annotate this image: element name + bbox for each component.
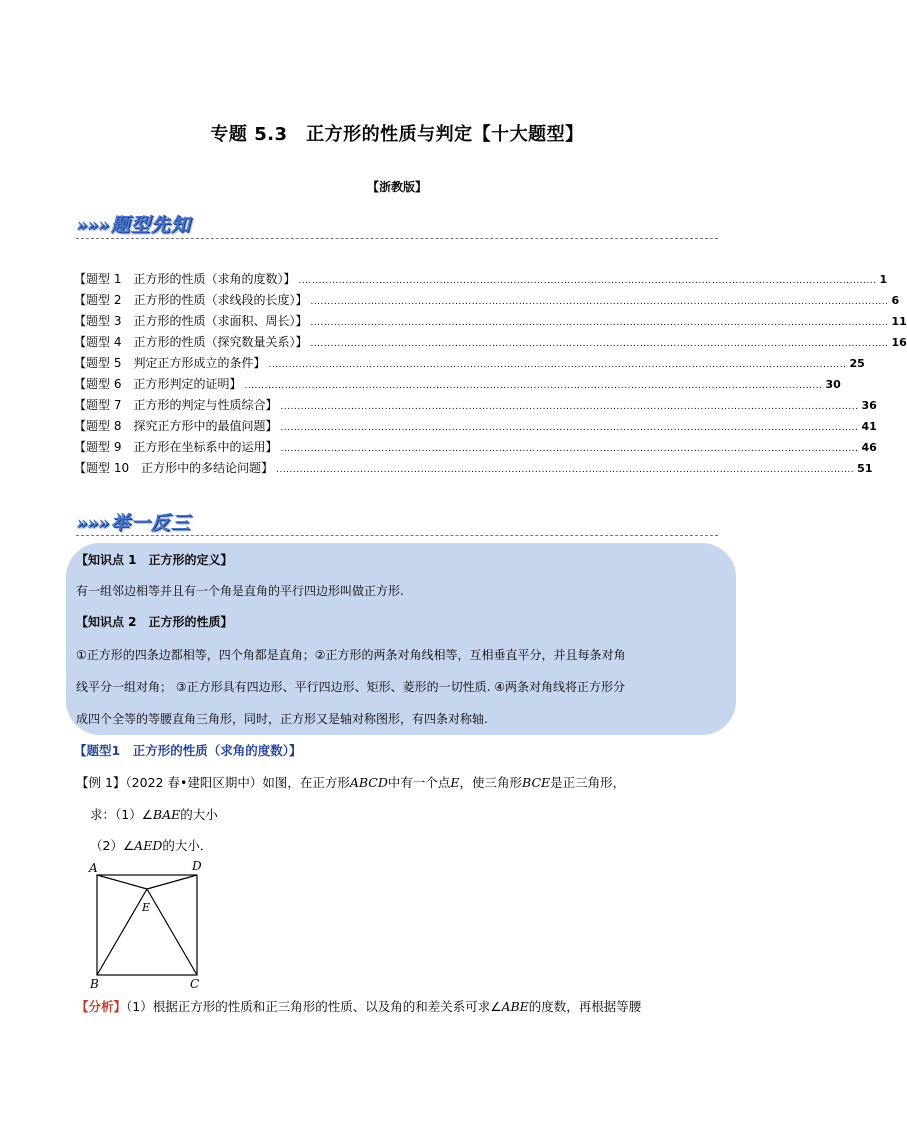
square-figure — [84, 856, 214, 992]
question-2 — [90, 838, 212, 854]
label-a: A — [89, 861, 98, 875]
toc-leader: ............................................................................................................................................................................ — [310, 339, 889, 349]
toc-item[interactable] — [74, 375, 841, 396]
toc-item-label: 【题型 6 正方形判定的证明】 — [74, 377, 242, 391]
toc-item-page: 51 — [857, 462, 873, 475]
label-e: E — [142, 901, 151, 914]
toc-leader: ............................................................................................................................................................................ — [280, 402, 859, 412]
toc-item-label: 【题型 1 正方形的性质（求角的度数）】 — [74, 272, 296, 286]
banner-arrows-icon: »»» — [76, 214, 109, 236]
knowledge-point-2-title: 【知识点 2 正方形的性质】 — [76, 615, 233, 629]
toc-item[interactable] — [74, 270, 888, 291]
edition-label: 【浙教版】 — [366, 180, 427, 194]
text-fragment: 【例 1】（2022 春•建阳区期中）如图，在正方形 — [76, 775, 350, 790]
toc-leader: ............................................................................................................................................................................ — [280, 444, 859, 454]
segment-ce — [147, 889, 197, 975]
toc-item-label: 【题型 5 判定正方形成立的条件】 — [74, 356, 266, 370]
banner-arrows-icon: »»» — [76, 512, 109, 534]
text-fragment: 的度数，再根据等腰 — [528, 999, 642, 1014]
knowledge-point-2-line: 成四个全等的等腰直角三角形，同时，正方形又是轴对称图形，有四条对称轴. — [76, 712, 488, 726]
text-fragment: 求：（1）∠ — [90, 807, 153, 822]
text-fragment: 中有一个点 — [387, 775, 451, 790]
section-heading: 【题型1 正方形的性质（求角的度数）】 — [74, 743, 302, 758]
text-fragment: 的大小． — [162, 838, 213, 853]
toc-item[interactable] — [74, 438, 877, 459]
knowledge-point-2-line: ①正方形的四条边都相等，四个角都是直角；②正方形的两条对角线相等，互相垂直平分，并且每条对角 — [76, 648, 626, 662]
text-fragment: （1）根据正方形的性质和正三角形的性质、以及角的和差关系可求∠ — [126, 999, 502, 1014]
toc-item-page: 30 — [825, 378, 841, 391]
toc-item-page: 41 — [861, 420, 877, 433]
segment-ae — [97, 875, 147, 889]
segment-be — [97, 889, 147, 975]
toc-item[interactable] — [74, 354, 865, 375]
knowledge-point-2-line: 线平分一组对角； ③正方形具有四边形、平行四边形、矩形、菱形的一切性质. ④两条对角线将正方形分 — [76, 680, 625, 694]
toc-item[interactable] — [74, 291, 900, 312]
toc-item[interactable] — [74, 417, 877, 438]
analysis-text — [76, 997, 736, 1015]
toc-item[interactable] — [74, 459, 873, 480]
toc-item-page: 36 — [861, 399, 877, 412]
label-b: B — [90, 977, 99, 991]
toc-item-label: 【题型 4 正方形的性质（探究数量关系）】 — [74, 335, 308, 349]
example-1-statement — [76, 775, 625, 791]
toc-leader: ............................................................................................................................................................................ — [310, 318, 889, 328]
toc-leader: ............................................................................................................................................................................ — [268, 360, 847, 370]
toc-item[interactable] — [74, 312, 907, 333]
toc-item-page: 1 — [879, 273, 888, 286]
toc-item-label: 【题型 8 探究正方形中的最值问题】 — [74, 419, 278, 433]
knowledge-box — [66, 543, 736, 735]
math-var: BCE — [522, 775, 551, 790]
banner-label: 举一反三 — [110, 512, 191, 534]
page-title: 专题 5.3 正方形的性质与判定【十大题型】 — [210, 124, 584, 145]
section-banner-preview — [76, 210, 191, 237]
section-banner-practice — [76, 508, 191, 535]
toc-leader: ............................................................................................................................................................................ — [298, 276, 877, 286]
math-var: ABCD — [349, 775, 388, 790]
toc-item[interactable] — [74, 333, 907, 354]
toc-item-label: 【题型 2 正方形的性质（求线段的长度）】 — [74, 293, 308, 307]
label-d: D — [192, 859, 202, 873]
toc-item-page: 6 — [891, 294, 900, 307]
toc-item-page: 46 — [861, 441, 877, 454]
table-of-contents — [74, 270, 907, 480]
divider — [76, 535, 718, 536]
toc-item-label: 【题型 3 正方形的性质（求面积、周长）】 — [74, 314, 308, 328]
toc-item-page: 11 — [891, 315, 907, 328]
math-var: E — [450, 775, 460, 790]
toc-leader: ............................................................................................................................................................................ — [276, 465, 855, 475]
toc-item-label: 【题型 7 正方形的判定与性质综合】 — [74, 398, 278, 412]
toc-item-label: 【题型 10 正方形中的多结论问题】 — [74, 461, 274, 475]
knowledge-point-1-body: 有一组邻边相等并且有一个角是直角的平行四边形叫做正方形. — [76, 584, 404, 598]
banner-label: 题型先知 — [110, 214, 191, 236]
text-fragment: ，使三角形 — [459, 775, 523, 790]
segment-de — [147, 875, 197, 889]
text-fragment: 的大小 — [180, 807, 218, 822]
knowledge-point-1-title: 【知识点 1 正方形的定义】 — [76, 553, 233, 567]
math-var: AED — [134, 838, 163, 853]
toc-item[interactable] — [74, 396, 877, 417]
text-fragment: 是正三角形， — [550, 775, 626, 790]
question-1 — [90, 807, 218, 823]
divider — [76, 238, 718, 239]
toc-item-page: 16 — [891, 336, 907, 349]
math-var: ABE — [501, 999, 529, 1014]
analysis-tag: 【分析】 — [76, 999, 127, 1014]
toc-leader: ............................................................................................................................................................................ — [244, 381, 823, 391]
toc-leader: ............................................................................................................................................................................ — [310, 297, 889, 307]
label-c: C — [190, 977, 200, 991]
text-fragment: （2）∠ — [90, 838, 135, 853]
toc-item-label: 【题型 9 正方形在坐标系中的运用】 — [74, 440, 278, 454]
toc-leader: ............................................................................................................................................................................ — [280, 423, 859, 433]
toc-item-page: 25 — [849, 357, 865, 370]
math-var: BAE — [152, 807, 181, 822]
